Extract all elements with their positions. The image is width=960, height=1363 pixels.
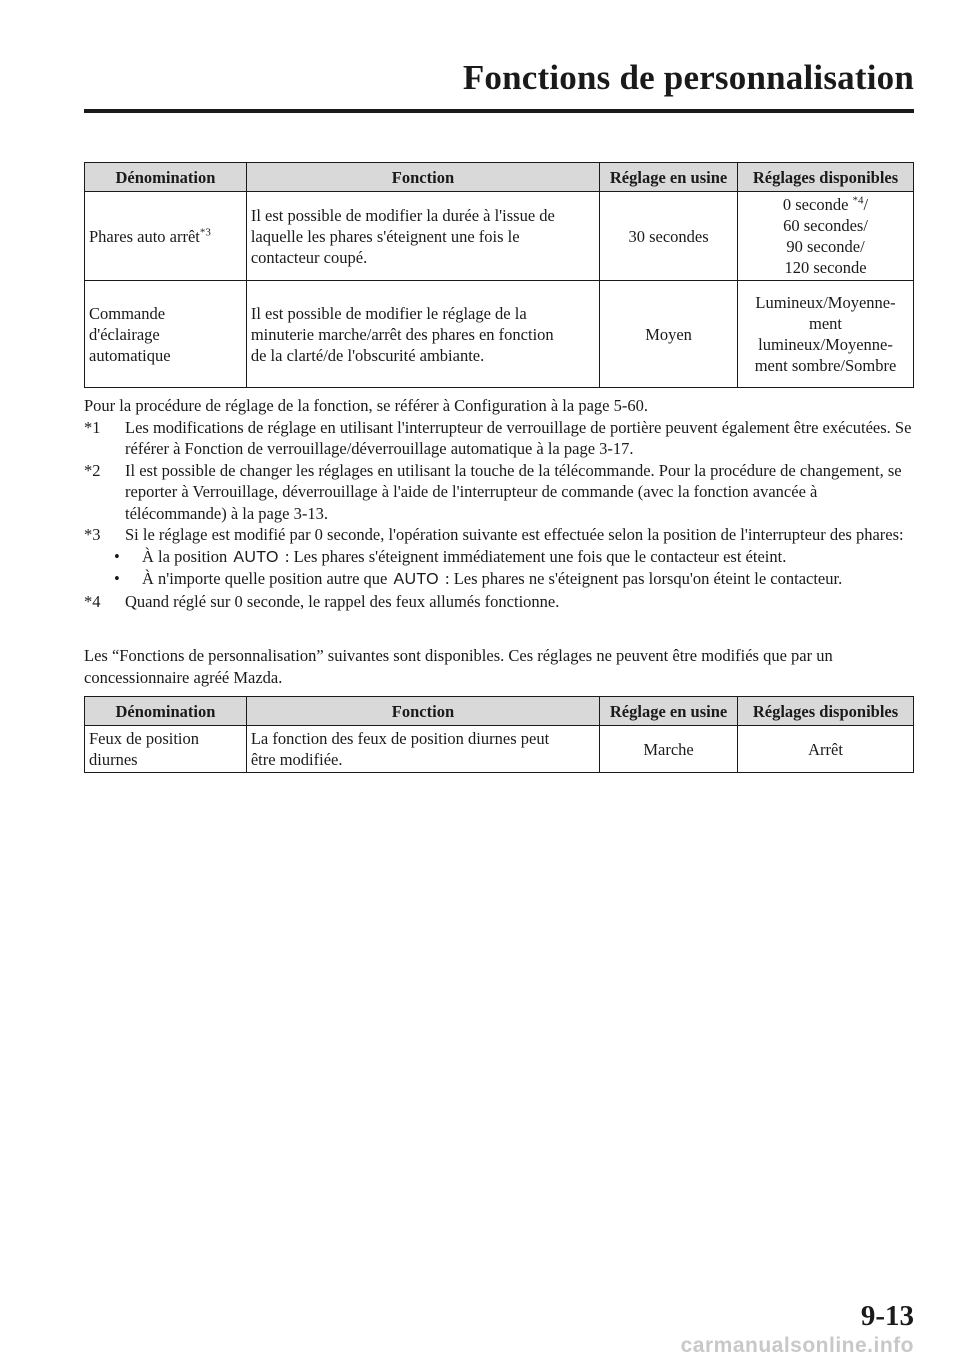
header-fonction: Fonction — [246, 163, 599, 192]
text-line: ment — [809, 314, 843, 333]
table-row — [85, 192, 914, 281]
auto-switch-label: AUTO — [233, 548, 279, 566]
cell-fonction — [246, 281, 599, 388]
auto-switch-label: AUTO — [393, 571, 439, 588]
footnotes — [84, 395, 914, 612]
footnote-text: Si le réglage est modifié par 0 seconde, l'opération suivante est effectuée selon la position de l'interrupteur des phares: — [125, 525, 904, 544]
bullet-text: À n'importe quelle position autre que — [142, 569, 388, 588]
header-denomination: Dénomination — [85, 163, 247, 192]
text-line: 60 secondes/ — [783, 216, 868, 235]
table-header-row — [85, 697, 914, 726]
dealer-paragraph: Les “Fonctions de personnalisation” suivantes sont disponibles. Ces réglages ne peuvent être modifiés que par un concessionnaire agréé Mazda. — [84, 646, 833, 687]
header-reglages-disponibles: Réglages disponibles — [738, 697, 914, 726]
bullet-mark: • — [114, 569, 120, 588]
cell-denomination — [85, 726, 247, 773]
text-line: Il est possible de modifier le réglage de la — [250, 303, 527, 323]
text-line: automatique — [89, 345, 171, 365]
text-line: 120 seconde — [784, 258, 867, 277]
footnote — [84, 591, 914, 613]
text-line: Lumineux/Moyenne- — [755, 293, 896, 312]
footnote-mark: *2 — [84, 460, 101, 480]
footnote — [84, 460, 914, 525]
table-header-row — [85, 163, 914, 192]
header-reglage-usine: Réglage en usine — [600, 697, 738, 726]
text-line: d'éclairage — [89, 324, 160, 344]
text-line: 90 seconde/ — [786, 237, 865, 256]
cell-reglages-disponibles: Arrêt — [738, 726, 914, 773]
bullet-text: À la position — [142, 546, 228, 566]
title-rule — [84, 109, 914, 113]
footnote-mark: *4 — [84, 591, 101, 611]
footnote-ref: *4 — [852, 194, 864, 207]
cell-reglages-disponibles — [738, 192, 914, 281]
table-row — [85, 281, 914, 388]
table-row — [85, 726, 914, 773]
bullet-item — [84, 568, 914, 591]
bullet-text: : Les phares s'éteignent immédiatement une fois que le contacteur est éteint. — [284, 546, 787, 566]
text-line: Feux de position — [89, 729, 199, 748]
text-line: diurnes — [89, 750, 138, 769]
header-denomination: Dénomination — [85, 697, 247, 726]
cell-denomination — [85, 281, 247, 388]
cell-fonction — [246, 192, 599, 281]
text-line: La fonction des feux de position diurnes peut — [250, 729, 550, 748]
footnote-mark: *3 — [84, 525, 101, 544]
bullet-text: : Les phares ne s'éteignent pas lorsqu'on éteint le contacteur. — [444, 569, 843, 588]
header-reglage-usine: Réglage en usine — [600, 163, 738, 192]
customization-table-1 — [84, 162, 914, 388]
footnote-text: Il est possible de changer les réglages en utilisant la touche de la télécommande. Pour la procédure de changement, se reporter à Verrouillage, déverrouillage à l'aide de l'interrupteur de commande (avec la fonction avancée à télécommande) à la page 3-13. — [125, 460, 902, 523]
header-fonction: Fonction — [246, 697, 599, 726]
text-line: lumineux/Moyenne- — [758, 335, 893, 354]
cell-fonction — [246, 726, 599, 773]
text-line: ment sombre/Sombre — [754, 356, 897, 375]
cell-reglage-usine: Marche — [600, 726, 738, 773]
cell-reglage-usine: 30 secondes — [600, 192, 738, 281]
cell-denomination — [85, 192, 247, 281]
page-number: 9-13 — [860, 1300, 914, 1332]
procedure-note: Pour la procédure de réglage de la fonction, se référer à Configuration à la page 5-60. — [84, 396, 648, 415]
separator: / — [863, 195, 869, 214]
page-title: Fonctions de personnalisation — [462, 58, 914, 97]
footnote — [84, 524, 914, 546]
cell-reglage-usine: Moyen — [600, 281, 738, 388]
watermark: carmanualsonline.info — [680, 1334, 914, 1357]
customization-table-2 — [84, 696, 914, 773]
text-line: Il est possible de modifier la durée à l'issue de — [250, 205, 555, 225]
denomination-text: Phares auto arrêt — [89, 226, 200, 246]
text-line: de la clarté/de l'obscurité ambiante. — [250, 345, 485, 365]
text-line — [742, 194, 909, 215]
text-line: Commande — [89, 303, 166, 323]
bullet-mark: • — [114, 546, 120, 566]
footnote-mark: *1 — [84, 417, 101, 437]
footnote-text: Les modifications de réglage en utilisant l'interrupteur de verrouillage de portière peuvent également être exécutées. Se référer à Fonction de verrouillage/déverrouillage automatique à la page 3-17. — [125, 417, 912, 458]
header-reglages-disponibles: Réglages disponibles — [738, 163, 914, 192]
text-line: être modifiée. — [250, 750, 343, 769]
text-line: contacteur coupé. — [250, 247, 368, 267]
setting-value: 0 seconde — [782, 195, 853, 214]
text-line: laquelle les phares s'éteignent une fois le — [250, 226, 520, 246]
footnote-ref: *3 — [199, 226, 211, 238]
text-line: minuterie marche/arrêt des phares en fonction — [250, 324, 554, 344]
bullet-item — [84, 546, 914, 569]
cell-reglages-disponibles — [738, 281, 914, 388]
footnote — [84, 417, 914, 460]
footnote-text: Quand réglé sur 0 seconde, le rappel des feux allumés fonctionne. — [125, 591, 560, 611]
